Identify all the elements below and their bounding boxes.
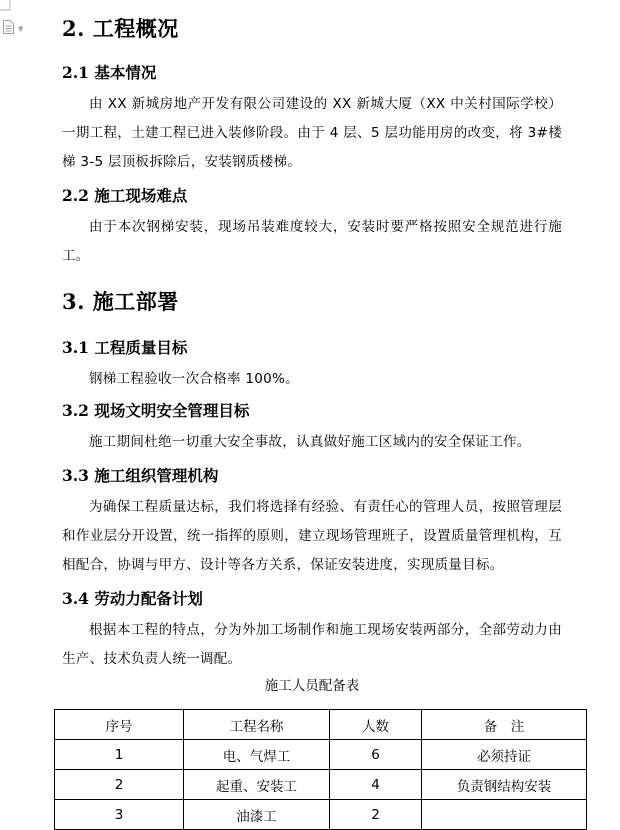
section-3-1-paragraph: 钢梯工程验收一次合格率 100%。	[89, 371, 299, 387]
table-cell: 起重、安装工	[184, 770, 330, 800]
header-cell-remarks: 备 注	[422, 710, 587, 740]
table-row	[55, 770, 587, 800]
table-cell: 必须持证	[422, 740, 587, 770]
table-cell: 负责钢结构安装	[422, 770, 587, 800]
document-icon[interactable]	[3, 20, 14, 34]
section-3-title: 3. 施工部署	[62, 289, 179, 314]
table-row	[55, 740, 587, 770]
header-cell-work-type: 工程名称	[184, 710, 330, 740]
section-2-title: 2. 工程概况	[62, 16, 179, 41]
header-cell-no: 序号	[55, 710, 184, 740]
page-corner-mark-icon	[0, 0, 12, 12]
section-3-2-paragraph: 施工期间杜绝一切重大安全事故，认真做好施工区域内的安全保证工作。	[89, 434, 531, 450]
table-cell: 电、气焊工	[184, 740, 330, 770]
table-cell: 6	[330, 740, 422, 770]
header-cell-count: 人数	[330, 710, 422, 740]
section-2-1-paragraph: 由 XX 新城房地产开发有限公司建设的 XX 新城大厦（XX 中关村国际学校）一期工程，土建工程已进入装修阶段。由于 4 层、5 层功能用房的改变，将 3#楼梯 3-5 层顶板拆除后，安装钢质楼梯。	[62, 96, 562, 170]
table-cell: 1	[55, 740, 184, 770]
section-3-4-paragraph: 根据本工程的特点，分为外加工场制作和施工现场安装两部分，全部劳动力由生产、技术负责人统一调配。	[62, 622, 562, 667]
caret-down-icon[interactable]: ▼	[18, 25, 24, 33]
table-cell: 2	[55, 770, 184, 800]
section-3-3-title: 3.3 施工组织管理机构	[62, 466, 219, 485]
section-3-1-title: 3.1 工程质量目标	[62, 338, 188, 357]
staff-allocation-table	[54, 709, 587, 830]
section-2-2-title: 2.2 施工现场难点	[62, 186, 188, 205]
table-header-row	[55, 710, 587, 740]
section-2-2-paragraph: 由于本次钢梯安装，现场吊装难度较大，安装时要严格按照安全规范进行施工。	[62, 219, 562, 264]
table-cell: 油漆工	[184, 800, 330, 830]
table-cell: 2	[330, 800, 422, 830]
table-caption: 施工人员配备表	[264, 678, 360, 694]
table-row	[55, 800, 587, 830]
table-cell: 4	[330, 770, 422, 800]
section-3-3-paragraph: 为确保工程质量达标，我们将选择有经验、有责任心的管理人员，按照管理层和作业层分开设置，统一指挥的原则，建立现场管理班子，设置质量管理机构，互相配合，协调与甲方、设计等各方关系，保证安装进度，实现质量目标。	[62, 499, 562, 573]
section-2-1-title: 2.1 基本情况	[62, 63, 157, 82]
document-body	[62, 10, 562, 696]
section-3-2-title: 3.2 现场文明安全管理目标	[62, 401, 250, 420]
table-cell	[422, 800, 587, 830]
section-3-4-title: 3.4 劳动力配备计划	[62, 589, 203, 608]
table-cell: 3	[55, 800, 184, 830]
